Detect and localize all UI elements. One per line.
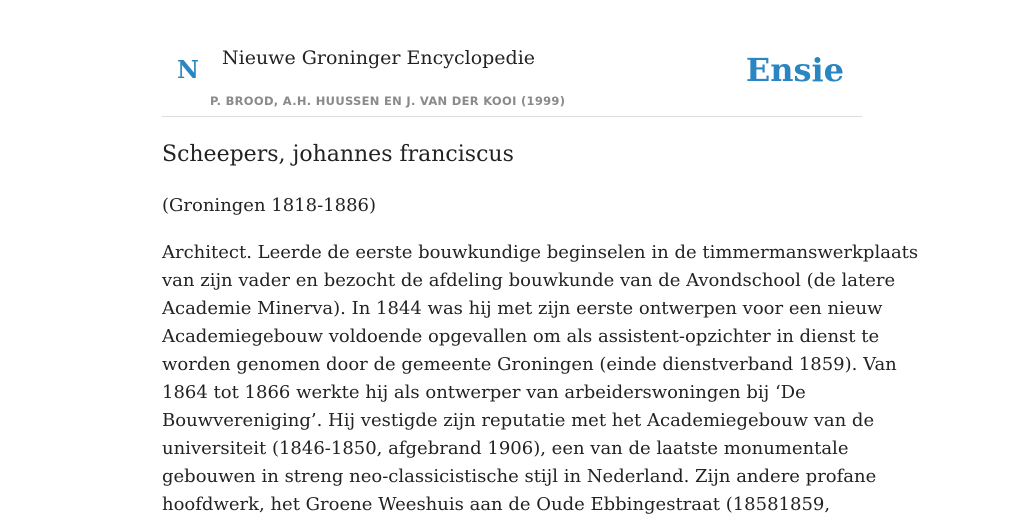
entry-body-line: Academiegebouw voldoende opgevallen om als assistent-opzichter in dienst te [162, 326, 880, 347]
entry-body-line: Architect. Leerde de eerste bouwkundige beginselen in de timmermanswerkplaats [162, 242, 919, 263]
entry-body-line: Bouwvereniging’. Hij vestigde zijn reputatie met het Academiegebouw van de [162, 410, 875, 431]
book-icon[interactable]: N [177, 55, 199, 84]
entry-title: Scheepers, johannes franciscus [162, 142, 514, 167]
entry-body-line: van zijn vader en bezocht de afdeling bouwkunde van de Avondschool (de latere [162, 270, 896, 291]
entry-body-line: 1864 tot 1866 werkte hij als ontwerper van arbeiderswoningen bij ‘De [162, 382, 806, 403]
entry-body-line: universiteit (1846-1850, afgebrand 1906), een van de laatste monumentale [162, 438, 849, 459]
ensie-logo[interactable]: Ensie [745, 51, 844, 89]
entry-body-line: hoofdwerk, het Groene Weeshuis aan de Oude Ebbingestraat (18581859, [162, 494, 831, 515]
entry-body-line: worden genomen door de gemeente Groningen (einde dienstverband 1859). Van [162, 354, 897, 375]
entry-body-line: gebouwen in streng neo-classicistische stijl in Nederland. Zijn andere profane [162, 466, 877, 487]
entry-subtitle: (Groningen 1818-1886) [162, 195, 376, 216]
page [162, 0, 919, 515]
book-authors: P. BROOD, A.H. HUUSSEN EN J. VAN DER KOOI (1999) [210, 94, 566, 108]
book-title[interactable]: Nieuwe Groninger Encyclopedie [222, 47, 536, 69]
entry-body [162, 239, 919, 519]
book-header [162, 0, 862, 117]
entry-body-line: Academie Minerva). In 1844 was hij met zijn eerste ontwerpen voor een nieuw [162, 298, 883, 319]
